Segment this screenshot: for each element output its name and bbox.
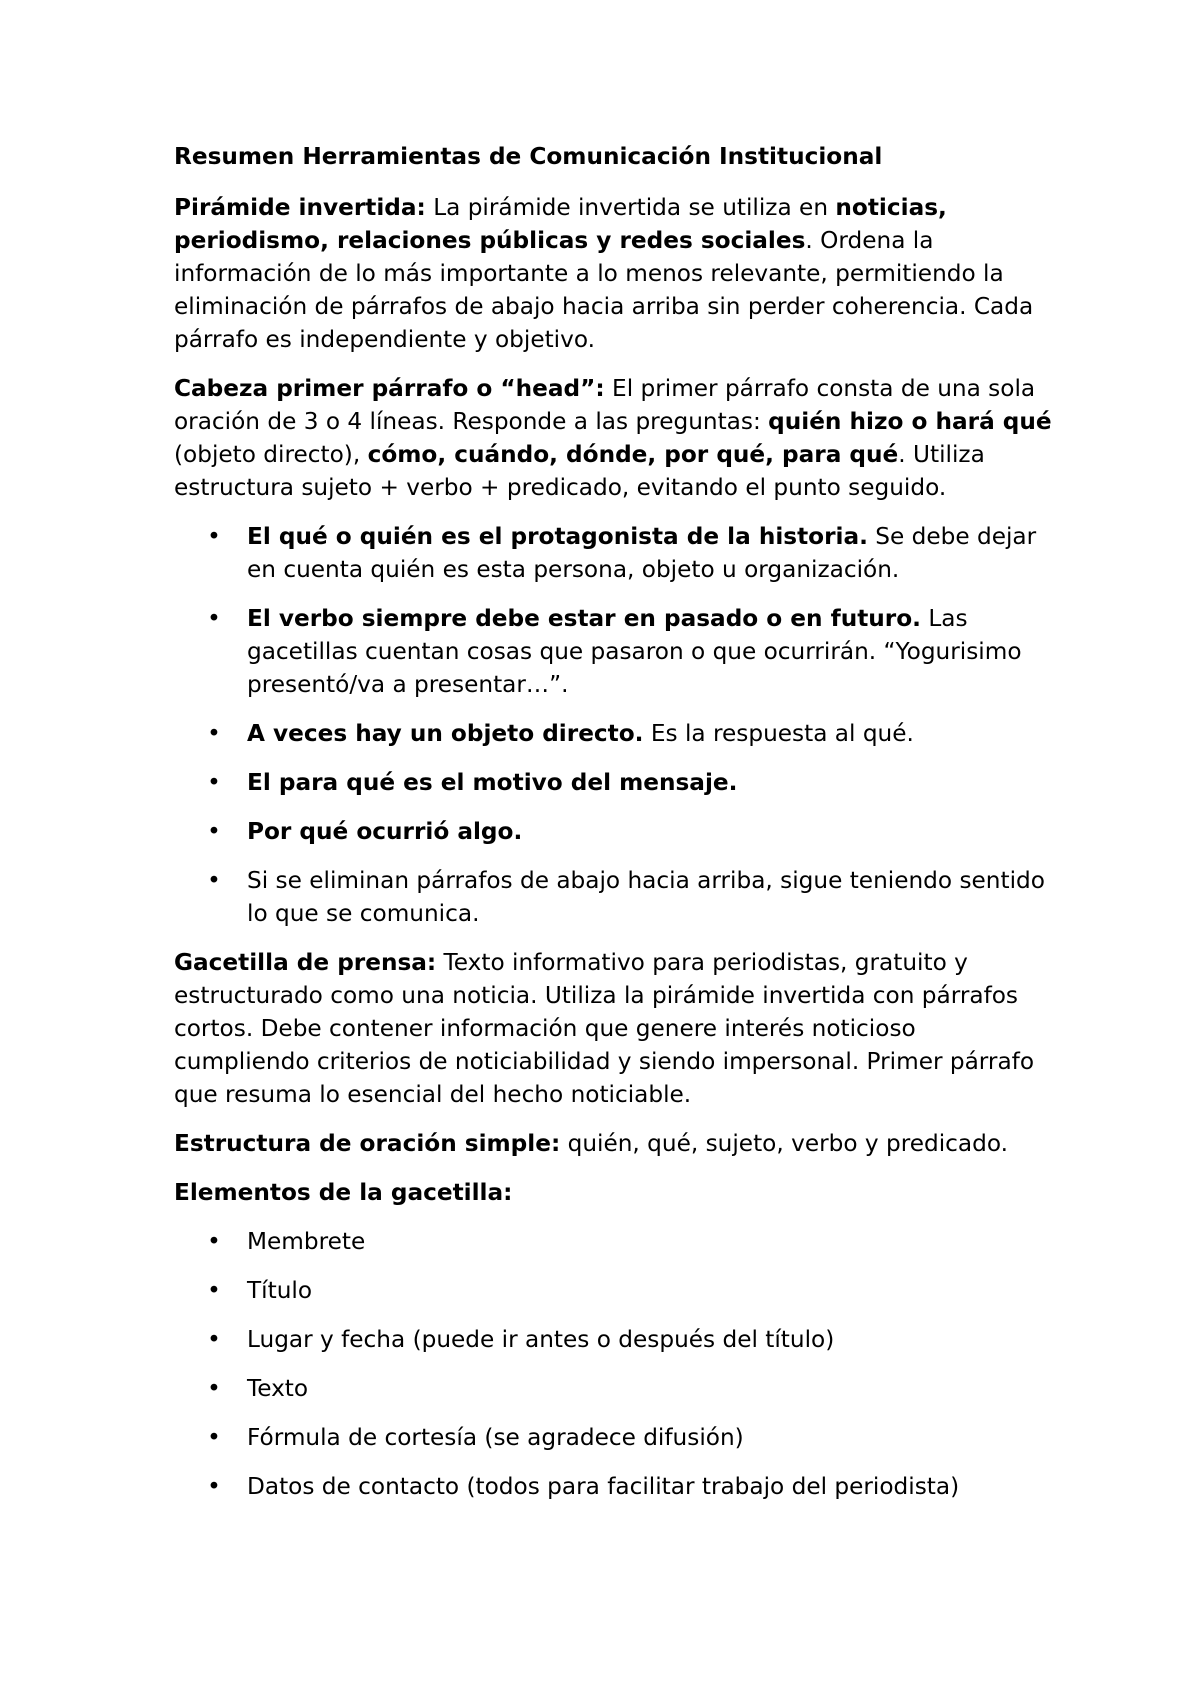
list-item-text: Texto <box>247 1375 309 1402</box>
list-item-bold: Por qué ocurrió algo. <box>247 818 523 845</box>
paragraph-elementos <box>174 1176 1054 1209</box>
bullet-icon: • <box>207 1375 221 1402</box>
cabeza-bold-1: quién hizo o hará qué <box>768 408 1052 435</box>
bullet-icon: • <box>207 605 221 632</box>
document-page <box>174 140 1054 1519</box>
bullet-icon: • <box>207 1424 221 1451</box>
estructura-label: Estructura de oración simple: <box>174 1130 561 1157</box>
list-item-text: Título <box>247 1277 313 1304</box>
piramide-label: Pirámide invertida: <box>174 194 426 221</box>
list-item <box>207 766 1054 799</box>
bullet-icon: • <box>207 867 221 894</box>
list-item <box>207 602 1054 701</box>
cabeza-bullet-list <box>174 520 1054 930</box>
paragraph-piramide <box>174 191 1054 356</box>
list-item <box>207 520 1054 586</box>
list-item <box>207 815 1054 848</box>
list-item <box>207 1323 1054 1356</box>
piramide-text-1: La pirámide invertida se utiliza en <box>425 194 836 221</box>
list-item-bold: A veces hay un objeto directo. <box>247 720 644 747</box>
list-item <box>207 864 1054 930</box>
document-title: Resumen Herramientas de Comunicación Institucional <box>174 143 883 170</box>
cabeza-text-2: (objeto directo), <box>174 441 368 468</box>
list-item-bold: El para qué es el motivo del mensaje. <box>247 769 738 796</box>
list-item-text: Es la respuesta al qué. <box>643 720 914 747</box>
elementos-bullet-list <box>174 1225 1054 1503</box>
list-item <box>207 1470 1054 1503</box>
list-item-text: Se debe dejar en cuenta quién es esta persona, objeto u organización. <box>247 523 1037 583</box>
list-item <box>207 1274 1054 1307</box>
cabeza-bold-2: cómo, cuándo, dónde, por qué, para qué <box>367 441 899 468</box>
list-item-text: Datos de contacto (todos para facilitar trabajo del periodista) <box>247 1473 960 1500</box>
list-item-text: Si se eliminan párrafos de abajo hacia arriba, sigue teniendo sentido lo que se comunica. <box>247 867 1045 927</box>
list-item-bold: El verbo siempre debe estar en pasado o en futuro. <box>247 605 921 632</box>
piramide-text-2: . Ordena la información de lo más importante a lo menos relevante, permitiendo la eliminación de párrafos de abajo hacia arriba sin perder coherencia. Cada párrafo es independiente y objetivo. <box>174 227 1034 353</box>
cabeza-label: Cabeza primer párrafo o “head”: <box>174 375 605 402</box>
list-item-text: Fórmula de cortesía (se agradece difusión) <box>247 1424 744 1451</box>
list-item-text: Las gacetillas cuentan cosas que pasaron o que ocurrirán. “Yogurisimo presentó/va a presentar…”. <box>247 605 1022 698</box>
bullet-icon: • <box>207 1277 221 1304</box>
list-item <box>207 717 1054 750</box>
gacetilla-text: Texto informativo para periodistas, gratuito y estructurado como una noticia. Utiliza la pirámide invertida con párrafos cortos. Debe contener información que genere interés noticioso cumpliendo criterios de noticiabilidad y siendo impersonal. Primer párrafo que resuma lo esencial del hecho noticiable. <box>174 949 1035 1108</box>
gacetilla-label: Gacetilla de prensa: <box>174 949 437 976</box>
bullet-icon: • <box>207 720 221 747</box>
cabeza-text-3: . Utiliza estructura sujeto + verbo + predicado, evitando el punto seguido. <box>174 441 985 501</box>
list-item-bold: El qué o quién es el protagonista de la historia. <box>247 523 868 550</box>
list-item <box>207 1225 1054 1258</box>
bullet-icon: • <box>207 769 221 796</box>
paragraph-cabeza <box>174 372 1054 504</box>
list-item-text: Lugar y fecha (puede ir antes o después del título) <box>247 1326 835 1353</box>
bullet-icon: • <box>207 1473 221 1500</box>
estructura-text: quién, qué, sujeto, verbo y predicado. <box>560 1130 1008 1157</box>
elementos-label: Elementos de la gacetilla: <box>174 1179 513 1206</box>
bullet-icon: • <box>207 1326 221 1353</box>
list-item <box>207 1421 1054 1454</box>
bullet-icon: • <box>207 523 221 550</box>
cabeza-text-1: El primer párrafo consta de una sola oración de 3 o 4 líneas. Responde a las preguntas: <box>174 375 1036 435</box>
paragraph-gacetilla <box>174 946 1054 1111</box>
list-item-text: Membrete <box>247 1228 366 1255</box>
list-item <box>207 1372 1054 1405</box>
paragraph-estructura <box>174 1127 1054 1160</box>
piramide-bold-1: noticias, periodismo, relaciones públicas y redes sociales <box>174 194 947 254</box>
bullet-icon: • <box>207 818 221 845</box>
bullet-icon: • <box>207 1228 221 1255</box>
